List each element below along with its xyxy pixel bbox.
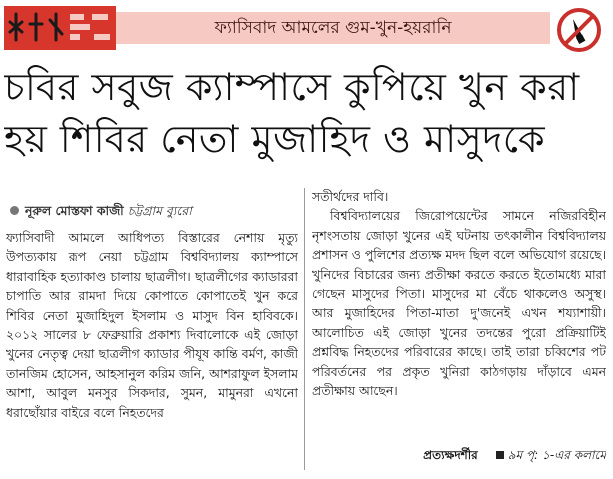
right-paragraph-2: বিশ্ববিদ্যালয়ের জিরোপয়েন্টের সামনে নজিরবিহীন নৃশংসতায় জোড়া খুনের এই ঘটনায় তৎকালীন বিশ্ববিদ্যালয় প্রশাসন ও পুলিশের প্রত্যক্ষ মদদ ছিল বলে অভিযোগ রয়েছে। খুনিদের বিচারের জন্য প্রতীক্ষা করতে করতে ইতোমধ্যে মারা গেছেন মাসুদের পিতা। মাসুদের মা বেঁচে থাকলেও অসুস্থ। আর মুজাহিদের পিতা-মাতা দু'জনেই এখন শয্যাশায়ী। আলোচিত এই জোড়া খুনের তদন্তের পুরো প্রক্রিয়াটিই প্রশ্নবিদ্ধ নিহতদের পরিবারের কাছে। তাই তারা চব্বিশের পট পরিবর্তনের পর প্রকৃত খুনিরা কাঠগড়ায় দাঁড়াবে এমন প্রতীক্ষায় আছেন। bbox=[312, 208, 606, 399]
right-column bbox=[312, 187, 606, 465]
square-bullet-icon bbox=[496, 451, 504, 459]
no-knife-icon bbox=[556, 7, 602, 53]
banner-title: ফ্যাসিবাদ আমলের গুম-খুন-হয়রানি bbox=[116, 12, 550, 44]
right-paragraph-1: সতীর্থদের দাবি। bbox=[312, 189, 389, 204]
byline bbox=[6, 200, 298, 224]
left-column bbox=[6, 200, 298, 479]
column-divider bbox=[304, 188, 305, 470]
left-paragraph: ফ্যাসিবাদী আমলে আধিপত্য বিস্তারের নেশায় মৃত্যু উপত্যকায় রূপ নেয়া চট্টগ্রাম বিশ্ববিদ্যালয় ক্যাম্পাসে ধারাবাহিক হত্যাকাণ্ড চালায় ছাত্রলীগ। ছাত্রলীগের ক্যাডাররা চাপাতি আর রামদা দিয়ে কোপাতে কোপাতেই খুন করে শিবির নেতা মুজাহিদুল ইসলাম ও মাসুদ বিন হাবিবকে। ২০১২ সালের ৮ ফেব্রুয়ারি প্রকাশ্য দিবালোকে এই জোড়া খুনের নেতৃত্ব দেয়া ছাত্রলীগ ক্যাডার পীযূষ কান্তি বর্মণ, কাজী তানজিম হোসেন, আহসানুল করিম জনি, আশরাফুল ইসলাম আশা, আবুল মনসুর সিকদার, সুমন, মামুনরা এখনো ধরাছোঁয়ার বাইরে বলে নিহতদের bbox=[6, 230, 298, 420]
byline-bureau: চট্টগ্রাম ব্যুরো bbox=[127, 203, 192, 218]
headline bbox=[4, 62, 608, 166]
headline-line-2: হয় শিবির নেতা মুজাহিদ ও মাসুদকে bbox=[4, 117, 546, 161]
spiked-red-logo-icon bbox=[4, 6, 116, 50]
byline-author: নূরুল মোস্তফা কাজী bbox=[25, 203, 124, 218]
headline-line-1: চবির সবুজ ক্যাম্পাসে কুপিয়ে খুন করা bbox=[4, 65, 580, 109]
bullet-icon bbox=[10, 206, 19, 215]
footer-signature: প্রত্যক্ষদর্শীর bbox=[423, 448, 478, 463]
continuation-note: ৯ম পৃ: ১-এর কলামে bbox=[507, 448, 606, 463]
story-footer bbox=[312, 445, 606, 465]
section-banner bbox=[4, 4, 608, 54]
